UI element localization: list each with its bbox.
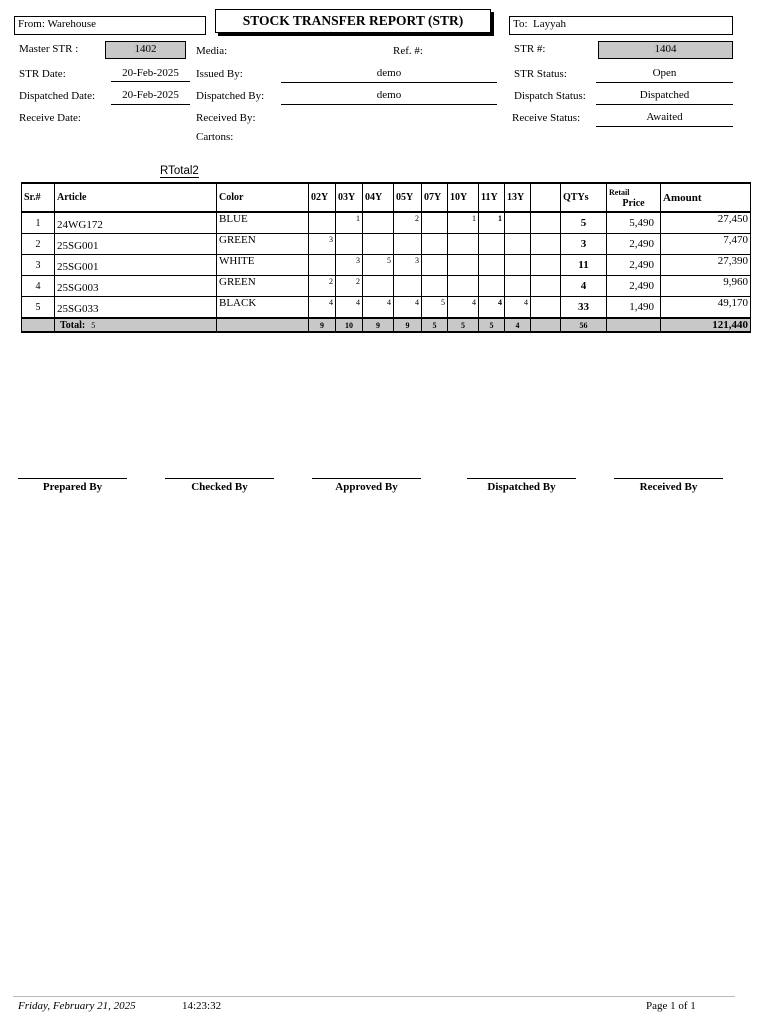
ref-label: Ref. #: [393, 45, 423, 57]
total-qty: 56 [561, 318, 607, 332]
size-cell-s02 [309, 212, 336, 234]
size-cell-s10: 1 [448, 212, 479, 234]
size-cell-s07: 5 [422, 297, 448, 319]
total-s13: 4 [505, 318, 531, 332]
size-cell-s05 [394, 234, 422, 255]
article-cell: 24WG172 [55, 212, 217, 234]
col-02y: 02Y [309, 183, 336, 212]
total-s05: 9 [394, 318, 422, 332]
size-cell-s02: 2 [309, 276, 336, 297]
blank-cell [531, 276, 561, 297]
col-blank [531, 183, 561, 212]
from-value: Warehouse [47, 18, 97, 30]
str-status-label: STR Status: [514, 68, 567, 80]
col-03y: 03Y [336, 183, 363, 212]
str-no-label: STR #: [514, 43, 546, 55]
total-s03: 10 [336, 318, 363, 332]
cartons-label: Cartons: [196, 131, 234, 143]
qty-cell: 3 [561, 234, 607, 255]
size-cell-s11 [479, 234, 505, 255]
blank-cell [531, 255, 561, 276]
size-cell-s03: 1 [336, 212, 363, 234]
table-row [22, 255, 751, 276]
size-cell-s10 [448, 276, 479, 297]
signature-label: Approved By [335, 481, 398, 493]
total-s10: 5 [448, 318, 479, 332]
size-cell-s10: 4 [448, 297, 479, 319]
color-cell: BLUE [217, 212, 309, 234]
size-cell-s02: 4 [309, 297, 336, 319]
footer-divider [13, 996, 735, 997]
from-box [14, 16, 206, 35]
signature-label: Received By [639, 481, 698, 493]
amount-cell: 9,960 [661, 276, 751, 297]
size-cell-s03: 3 [336, 255, 363, 276]
col-amount: Amount [661, 183, 751, 212]
size-cell-s13 [505, 255, 531, 276]
total-s04: 9 [363, 318, 394, 332]
sr-cell: 1 [22, 212, 55, 234]
size-cell-s10 [448, 255, 479, 276]
table-row [22, 276, 751, 297]
dispatch-status-label: Dispatch Status: [514, 90, 586, 102]
total-label-cell [55, 318, 217, 332]
signature-label: Checked By [191, 481, 248, 493]
size-cell-s04 [363, 212, 394, 234]
to-value: Layyah [533, 18, 566, 30]
size-cell-s05: 3 [394, 255, 422, 276]
sr-cell: 3 [22, 255, 55, 276]
color-cell: BLACK [217, 297, 309, 319]
to-label: To: [513, 18, 528, 30]
size-cell-s11: 1 [479, 212, 505, 234]
total-sr-cell [22, 318, 55, 332]
report-title: STOCK TRANSFER REPORT (STR) [215, 9, 491, 33]
media-label: Media: [196, 45, 228, 57]
total-row [22, 318, 751, 332]
total-count: 5 [91, 320, 96, 330]
sr-cell: 2 [22, 234, 55, 255]
size-cell-s03: 4 [336, 297, 363, 319]
price-cell: 2,490 [607, 234, 661, 255]
qty-cell: 4 [561, 276, 607, 297]
table-row [22, 212, 751, 234]
price-cell: 2,490 [607, 255, 661, 276]
amount-cell: 7,470 [661, 234, 751, 255]
size-cell-s04: 4 [363, 297, 394, 319]
col-10y: 10Y [448, 183, 479, 212]
signature-line [614, 478, 723, 479]
footer-date: Friday, February 21, 2025 [18, 1000, 136, 1012]
qty-cell: 11 [561, 255, 607, 276]
blank-cell [531, 297, 561, 319]
size-cell-s11 [479, 276, 505, 297]
total-price-cell [607, 318, 661, 332]
total-blank-cell [531, 318, 561, 332]
article-cell: 25SG001 [55, 234, 217, 255]
signature-line [312, 478, 421, 479]
from-label: From: [18, 18, 45, 30]
dispatched-by-value: demo [281, 89, 497, 105]
col-07y: 07Y [422, 183, 448, 212]
size-cell-s11: 4 [479, 297, 505, 319]
footer-page: Page 1 of 1 [646, 1000, 696, 1012]
col-05y: 05Y [394, 183, 422, 212]
col-sr: Sr.# [22, 183, 55, 212]
rtotal-label: RTotal2 [160, 165, 199, 177]
to-box [509, 16, 733, 35]
qty-cell: 33 [561, 297, 607, 319]
amount-cell: 49,170 [661, 297, 751, 319]
size-cell-s05 [394, 276, 422, 297]
size-cell-s07 [422, 212, 448, 234]
article-cell: 25SG001 [55, 255, 217, 276]
master-str-label: Master STR : [19, 43, 79, 55]
received-by-label: Received By: [196, 112, 256, 124]
size-cell-s07 [422, 276, 448, 297]
signature-line [467, 478, 576, 479]
signature-line [165, 478, 274, 479]
size-cell-s13: 4 [505, 297, 531, 319]
color-cell: GREEN [217, 234, 309, 255]
col-retail-price [607, 183, 661, 212]
size-cell-s03 [336, 234, 363, 255]
size-cell-s02 [309, 255, 336, 276]
qty-cell: 5 [561, 212, 607, 234]
col-retail: Retail [609, 187, 630, 197]
price-cell: 5,490 [607, 212, 661, 234]
size-cell-s13 [505, 234, 531, 255]
size-cell-s05: 2 [394, 212, 422, 234]
receive-status-label: Receive Status: [512, 112, 581, 124]
size-cell-s11 [479, 255, 505, 276]
size-cell-s04: 5 [363, 255, 394, 276]
dispatched-by-label: Dispatched By: [196, 90, 265, 102]
dispatch-status-value: Dispatched [596, 89, 733, 105]
size-cell-s07 [422, 255, 448, 276]
color-cell: WHITE [217, 255, 309, 276]
sr-cell: 4 [22, 276, 55, 297]
col-qtys: QTYs [561, 183, 607, 212]
total-s02: 9 [309, 318, 336, 332]
article-cell: 25SG003 [55, 276, 217, 297]
total-s07: 5 [422, 318, 448, 332]
footer-time: 14:23:32 [182, 1000, 222, 1012]
issued-by-label: Issued By: [196, 68, 243, 80]
total-label: Total: [60, 319, 86, 331]
total-amount: 121,440 [661, 318, 751, 332]
col-11y: 11Y [479, 183, 505, 212]
str-date-label: STR Date: [19, 68, 66, 80]
table-row [22, 234, 751, 255]
amount-cell: 27,390 [661, 255, 751, 276]
size-cell-s13 [505, 212, 531, 234]
master-str-value: 1402 [105, 41, 186, 59]
signature-line [18, 478, 127, 479]
amount-cell: 27,450 [661, 212, 751, 234]
str-status-value: Open [596, 67, 733, 83]
total-s11: 5 [479, 318, 505, 332]
table-header-row [22, 183, 751, 212]
col-04y: 04Y [363, 183, 394, 212]
size-cell-s13 [505, 276, 531, 297]
total-color-cell [217, 318, 309, 332]
article-cell: 25SG033 [55, 297, 217, 319]
color-cell: GREEN [217, 276, 309, 297]
col-price: Price [622, 197, 645, 209]
table-row [22, 297, 751, 319]
col-article: Article [55, 183, 217, 212]
sr-cell: 5 [22, 297, 55, 319]
price-cell: 2,490 [607, 276, 661, 297]
dispatched-date-value: 20-Feb-2025 [111, 89, 190, 105]
str-date-value: 20-Feb-2025 [111, 67, 190, 82]
issued-by-value: demo [281, 67, 497, 83]
col-13y: 13Y [505, 183, 531, 212]
size-cell-s10 [448, 234, 479, 255]
dispatched-date-label: Dispatched Date: [19, 90, 96, 102]
size-cell-s02: 3 [309, 234, 336, 255]
items-table [21, 182, 751, 333]
size-cell-s04 [363, 234, 394, 255]
col-color: Color [217, 183, 309, 212]
receive-date-label: Receive Date: [19, 112, 81, 124]
signature-label: Prepared By [42, 481, 103, 493]
size-cell-s05: 4 [394, 297, 422, 319]
size-cell-s03: 2 [336, 276, 363, 297]
signature-label: Dispatched By [487, 481, 556, 493]
blank-cell [531, 234, 561, 255]
size-cell-s04 [363, 276, 394, 297]
str-no-value: 1404 [598, 41, 733, 59]
receive-status-value: Awaited [596, 111, 733, 127]
size-cell-s07 [422, 234, 448, 255]
blank-cell [531, 212, 561, 234]
price-cell: 1,490 [607, 297, 661, 319]
